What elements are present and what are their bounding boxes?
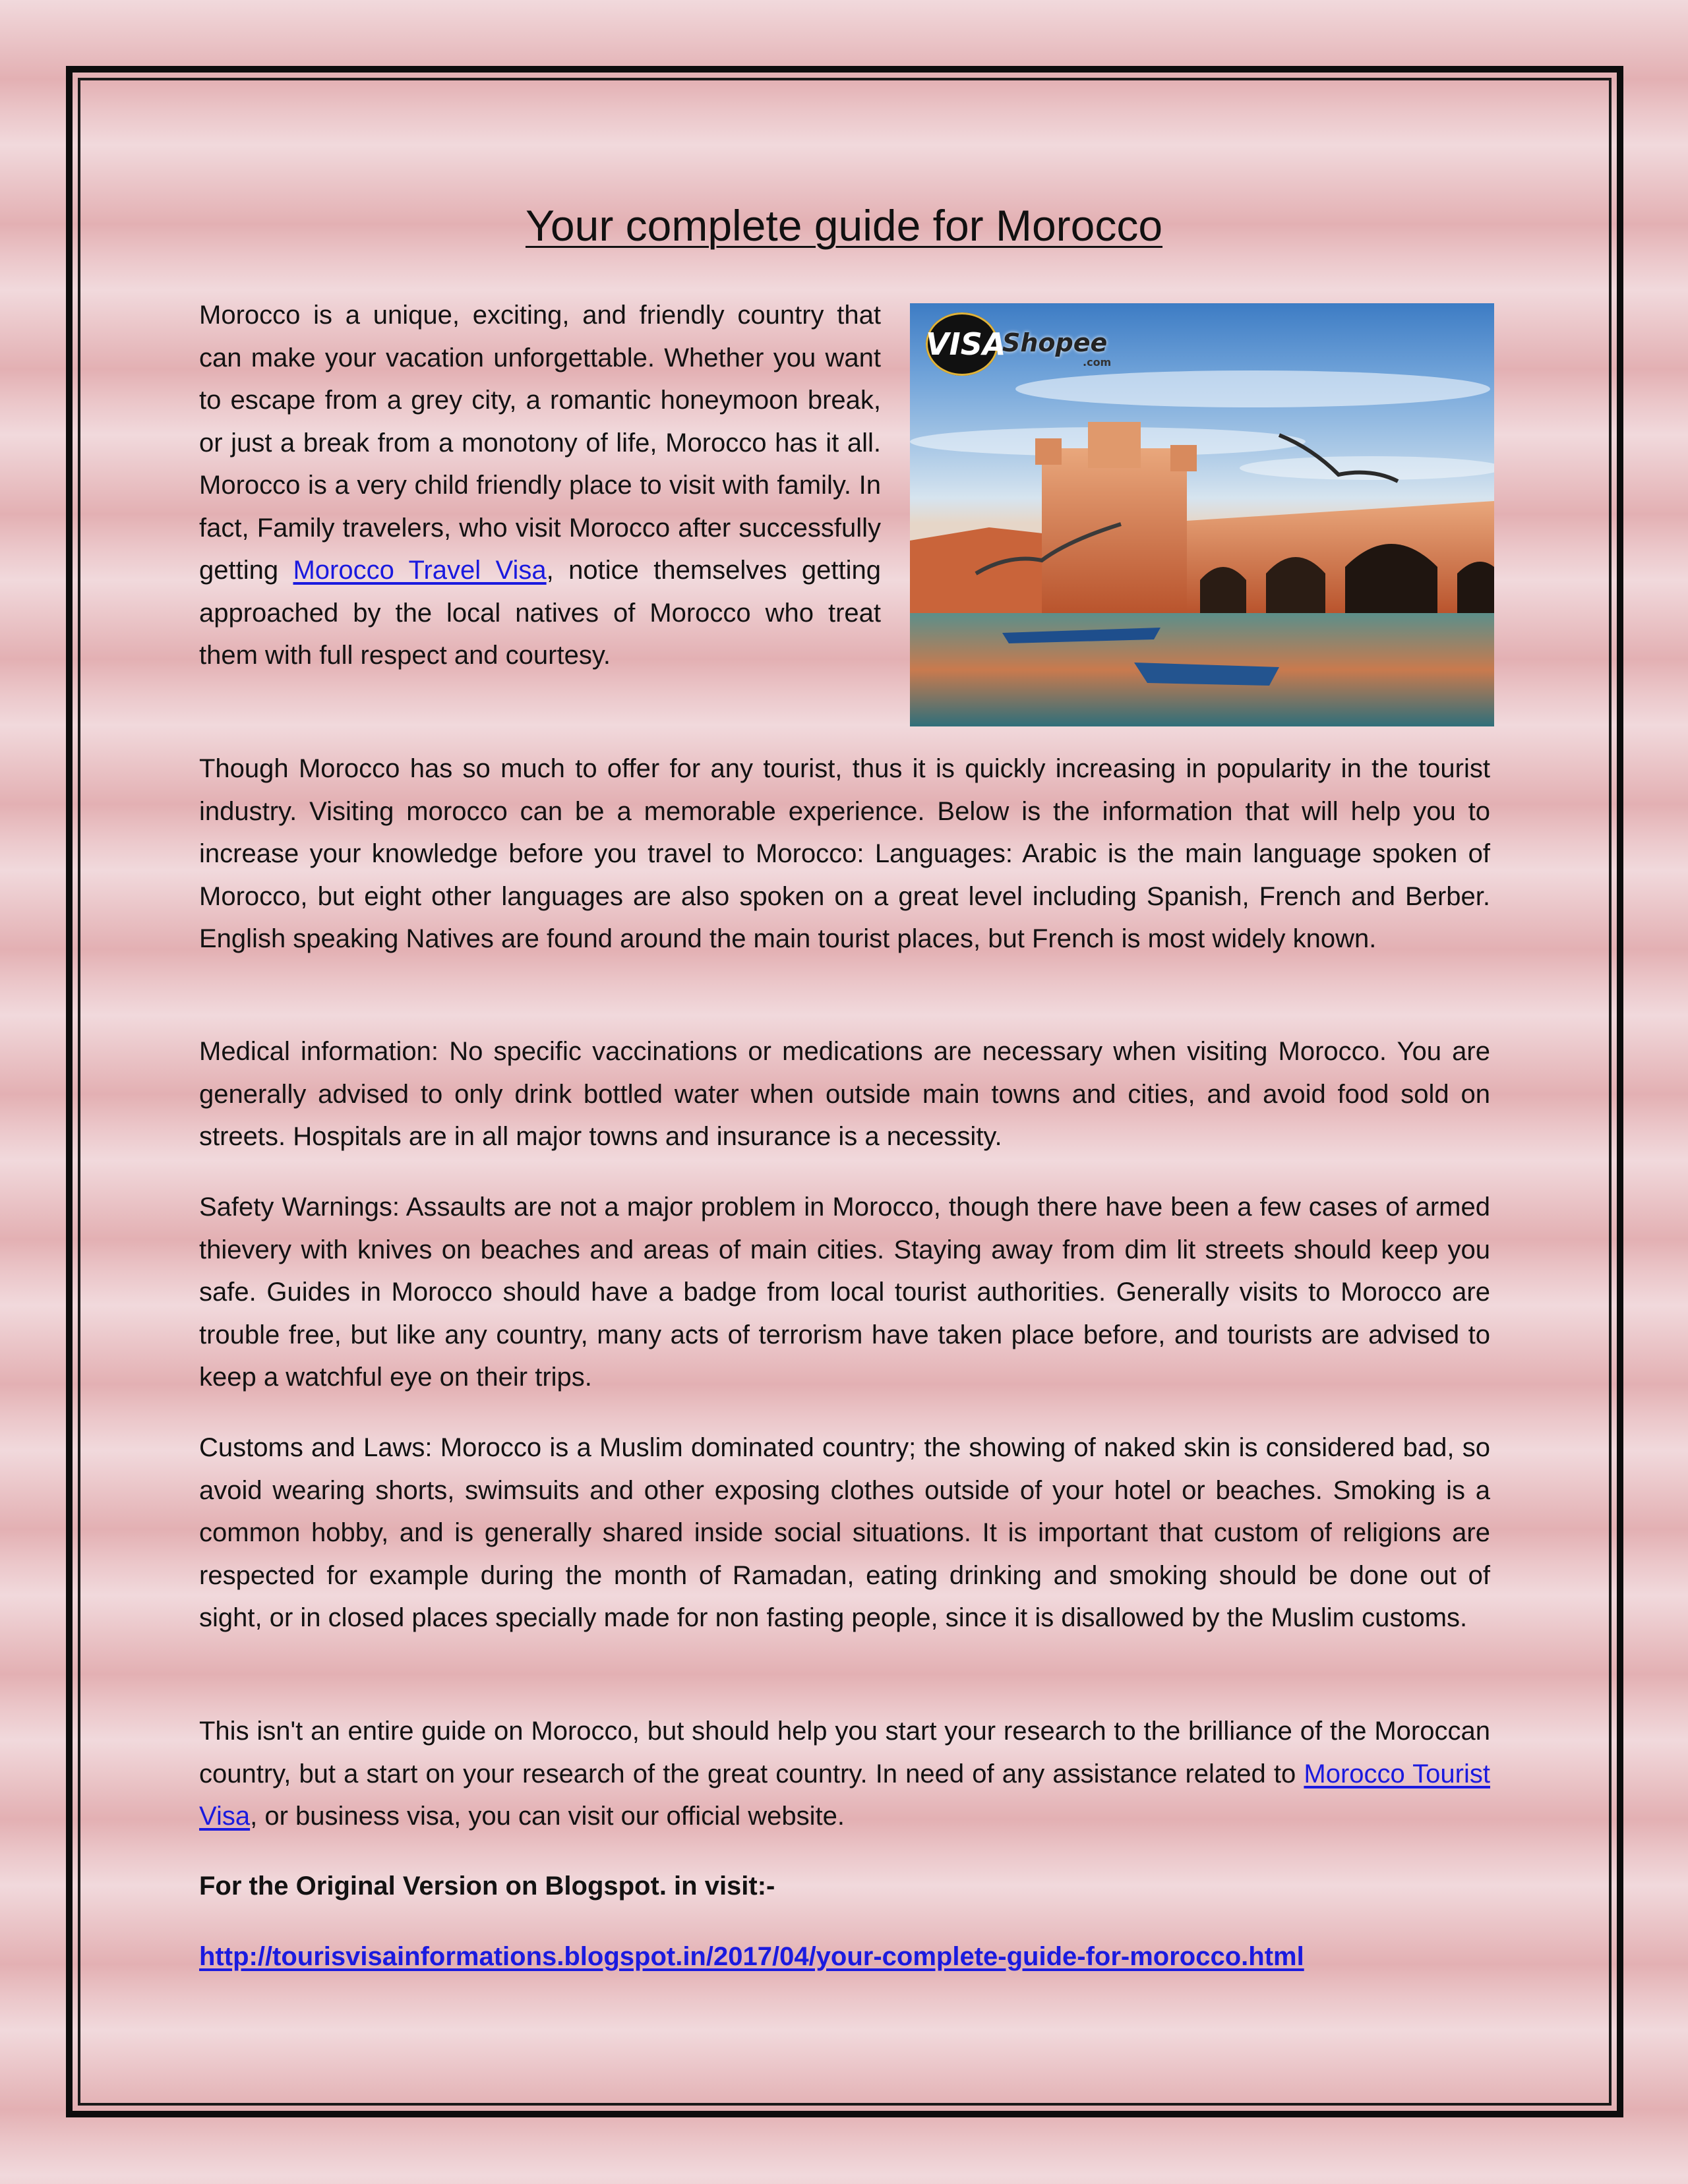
customs-paragraph: Customs and Laws: Morocco is a Muslim dominated country; the showing of naked skin is considered bad, so avoid wearing shorts, swimsuits and other exposing clothes outside of your hotel or beaches. Smoking is a common hobby, and is generally shared inside social situations. It is important that custom of religions are respected for example during the month of Ramadan, eating drinking and smoking should be done out of sight, or in closed places specially made for non fasting people, since it is disallowed by the Muslim customs. bbox=[199, 1433, 1490, 1632]
intro-text-start: Morocco is a unique, exciting, and friendly country that can make your vacation unforgettable. Whether you want to escape from a grey city, a romantic honeymoon break, or just a break from a monotony of life, Morocco has it all. Morocco is a very child friendly place to visit with family. In fact, Family travelers, who visit Morocco after successfully getting bbox=[199, 301, 881, 585]
intro-paragraph bbox=[199, 294, 881, 677]
original-url-paragraph bbox=[199, 1935, 1490, 1978]
page-title: Your complete guide for Morocco bbox=[525, 201, 1163, 250]
visashopee-logo-mark: VISA bbox=[926, 312, 998, 376]
safety-paragraph: Safety Warnings: Assaults are not a major problem in Morocco, though there have been a few cases of armed thievery with knives on beaches and areas of main cities. Staying away from dim lit streets should keep you safe. Guides in Morocco should have a badge from local tourist authorities. Generally visits to Morocco are trouble free, but like any country, many acts of terrorism have taken place before, and tourists are advised to keep a watchful eye on their trips. bbox=[199, 1193, 1490, 1392]
morocco-fortress-photo bbox=[910, 303, 1494, 726]
tourism-paragraph: Though Morocco has so much to offer for any tourist, thus it is quickly increasing in popularity in the tourist industry. Visiting morocco can be a memorable experience. Below is the information that will help you to increase your knowledge before you travel to Morocco: Languages: Arabic is the main language spoken of Morocco, but eight other languages are also spoken on a great level including Spanish, French and Berber. English speaking Natives are found around the main tourist places, but French is most widely known. bbox=[199, 754, 1490, 953]
visashopee-logo-domain: .com bbox=[1083, 356, 1112, 369]
morocco-travel-visa-link[interactable]: Morocco Travel Visa bbox=[293, 556, 547, 585]
medical-paragraph: Medical information: No specific vaccinations or medications are necessary when visiting Morocco. You are generally advised to only drink bottled water when outside main towns and cities, and avoid food sold on streets. Hospitals are in all major towns and insurance is a necessity. bbox=[199, 1037, 1490, 1151]
fortress-illustration bbox=[910, 303, 1494, 726]
morocco-tourist-visa-link[interactable]: Morocco Tourist Visa bbox=[199, 1759, 1490, 1831]
original-version-label: For the Original Version on Blogspot. in visit:- bbox=[199, 1872, 775, 1901]
closing-text-end: , or business visa, you can visit our official website. bbox=[250, 1802, 845, 1831]
closing-paragraph bbox=[199, 1710, 1490, 1838]
intro-text-end: , notice themselves getting approached by the local natives of Morocco who treat them with full respect and courtesy. bbox=[199, 556, 882, 670]
original-blogspot-link[interactable]: http://tourisvisainformations.blogspot.in/2017/04/your-complete-guide-for-morocco.html bbox=[199, 1942, 1304, 1971]
visashopee-logo-name: Shopee bbox=[1002, 328, 1108, 357]
closing-text-start: This isn't an entire guide on Morocco, but should help you start your research to the brilliance of the Moroccan country, but a start on your research of the great country. In need of any assistance related to bbox=[199, 1717, 1490, 1788]
